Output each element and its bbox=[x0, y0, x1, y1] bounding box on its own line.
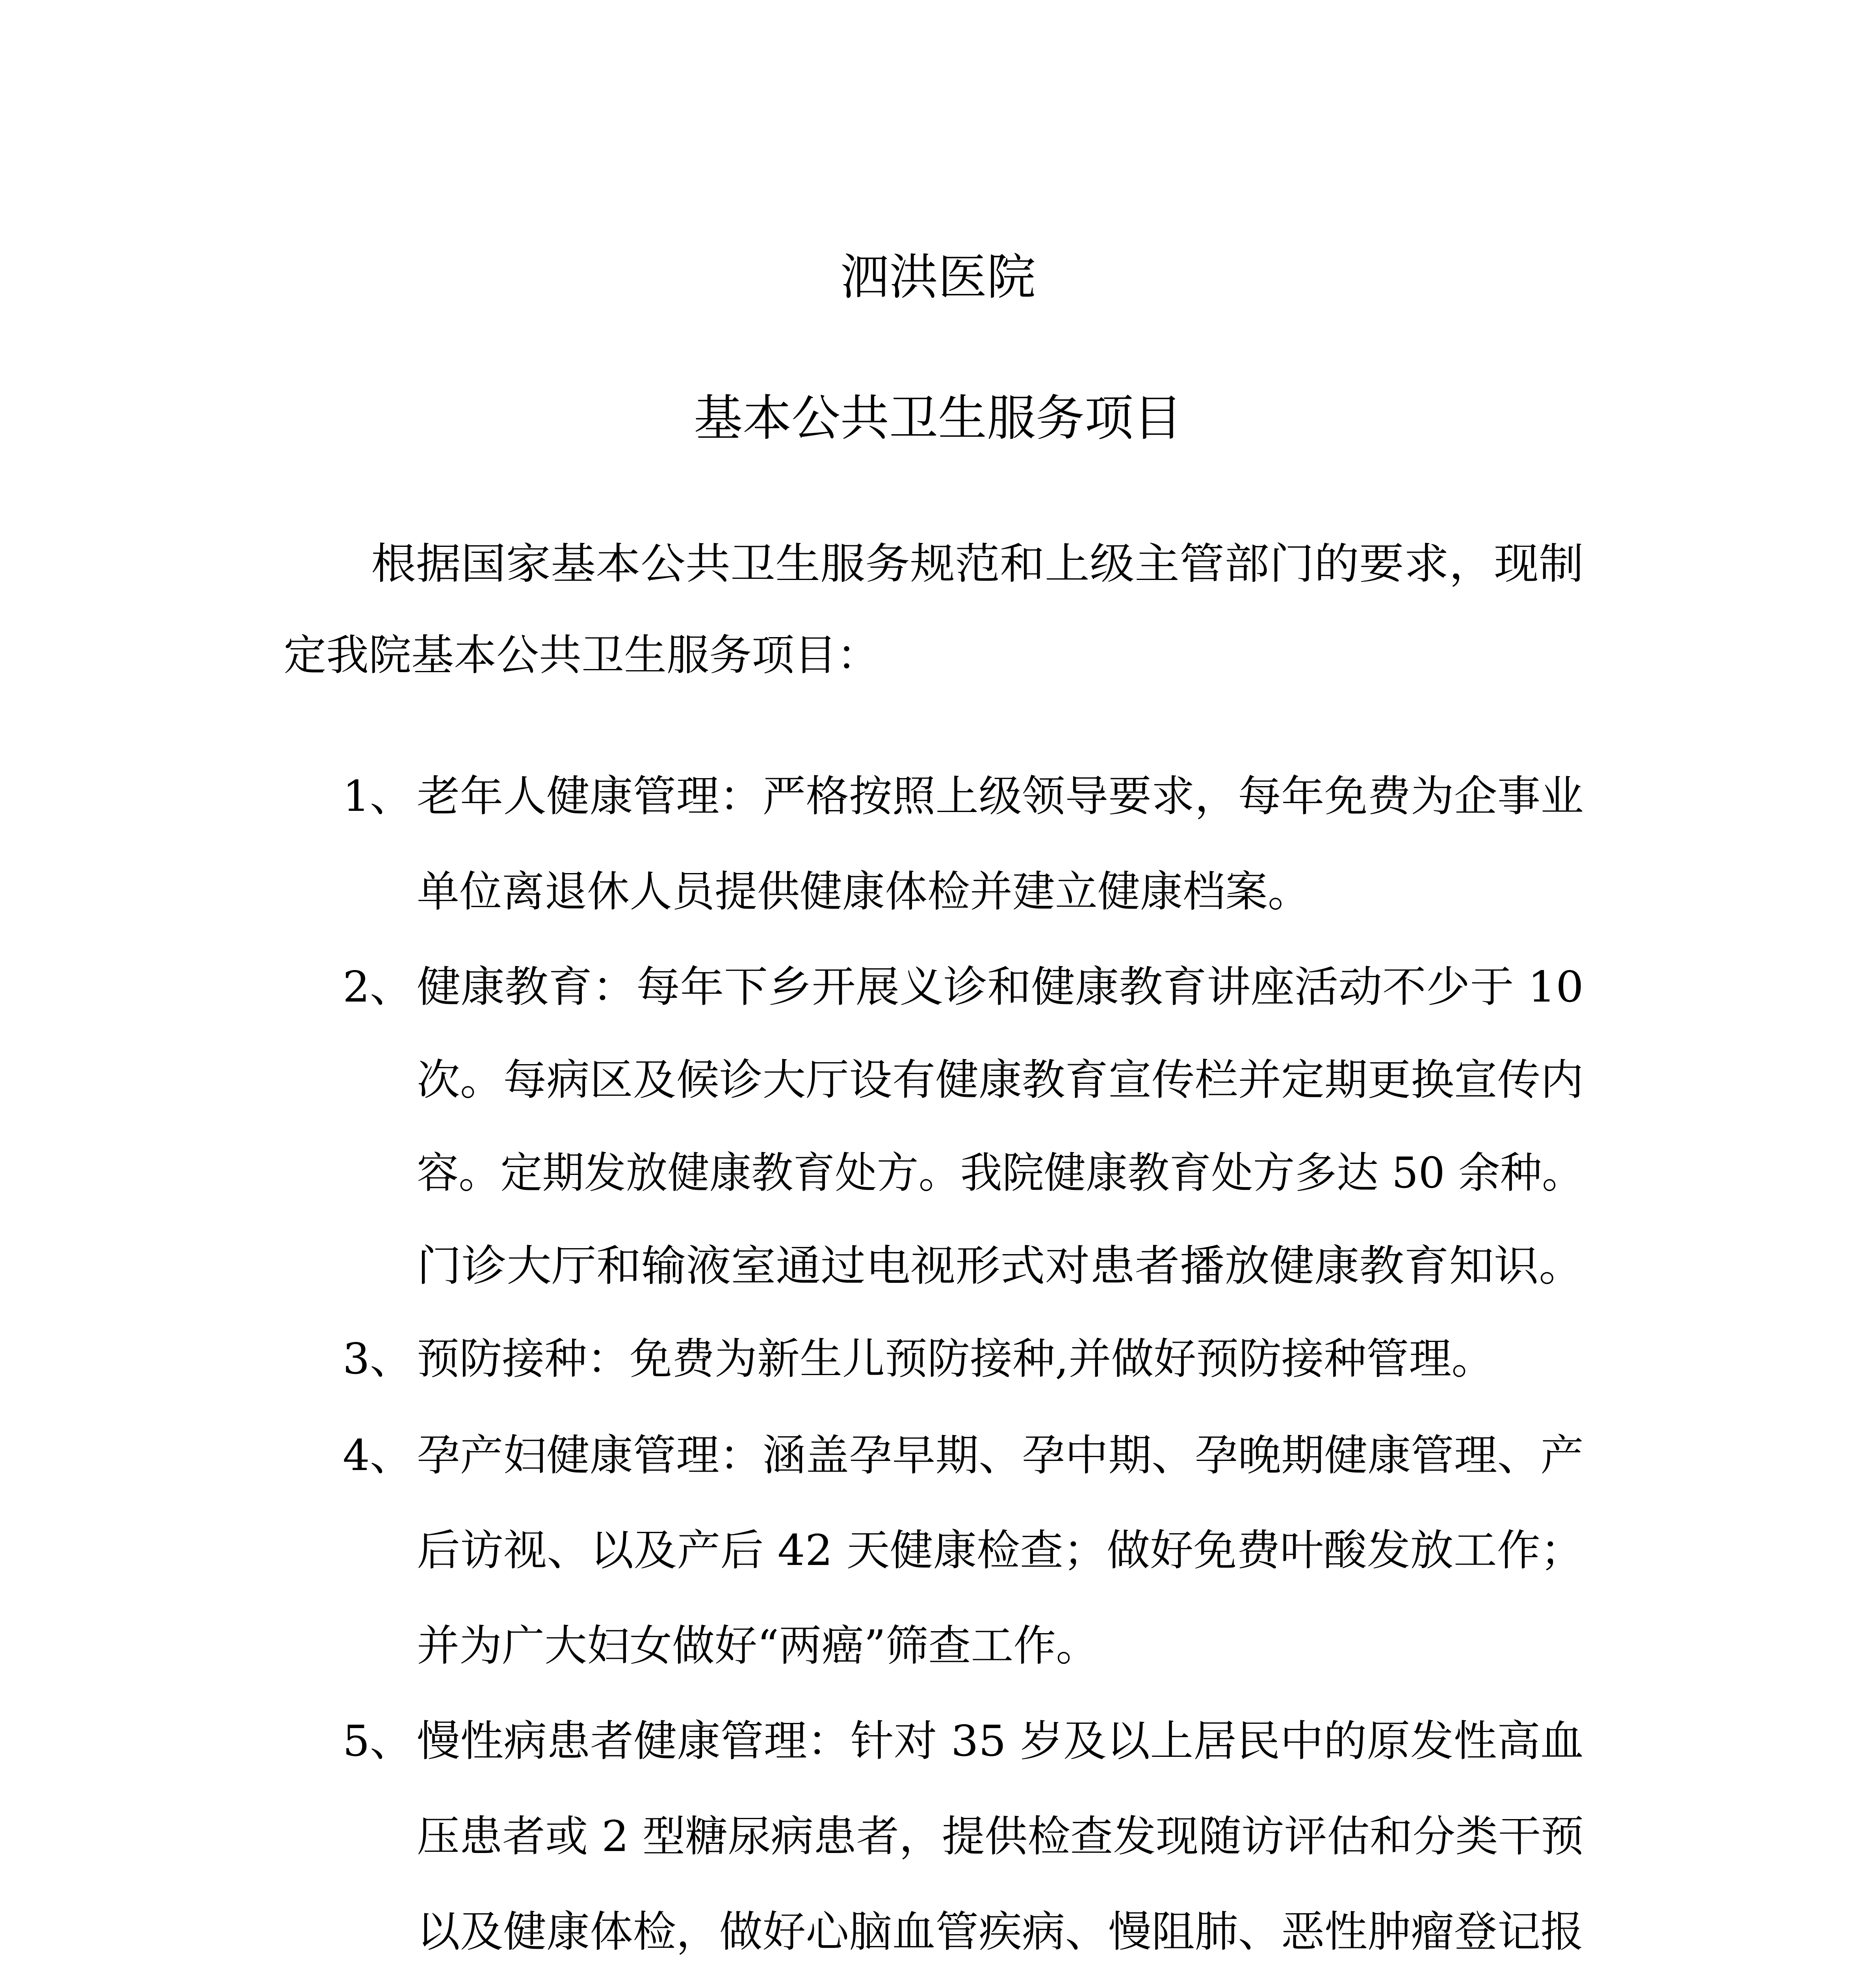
item-2-line-3: 容。定期发放健康教育处方。我院健康教育处方多达 50 余种。 bbox=[417, 1149, 1584, 1198]
item-4-line-3: 并为广大妇女做好“两癌”筛查工作。 bbox=[417, 1621, 1099, 1671]
item-4-line-1: 孕产妇健康管理：涵盖孕早期、孕中期、孕晚期健康管理、产 bbox=[417, 1431, 1584, 1480]
item-2-line-2: 次。每病区及候诊大厅设有健康教育宣传栏并定期更换宣传内 bbox=[417, 1056, 1584, 1105]
item-3-number: 3、 bbox=[343, 1334, 412, 1384]
item-2-number: 2、 bbox=[343, 963, 412, 1012]
item-5-line-3: 以及健康体检，做好心脑血管疾病、慢阻肺、恶性肿瘤登记报 bbox=[417, 1907, 1584, 1957]
item-3-line-1: 预防接种：免费为新生儿预防接种,并做好预防接种管理。 bbox=[417, 1334, 1494, 1384]
item-4-number: 4、 bbox=[343, 1431, 412, 1480]
item-2-line-1: 健康教育：每年下乡开展义诊和健康教育讲座活动不少于 10 bbox=[417, 963, 1584, 1012]
item-1-number: 1、 bbox=[343, 772, 412, 821]
item-5-number: 5、 bbox=[343, 1717, 412, 1766]
item-1-line-2: 单位离退休人员提供健康体检并建立健康档案。 bbox=[417, 867, 1311, 916]
item-2-line-4: 门诊大厅和输液室通过电视形式对患者播放健康教育知识。 bbox=[417, 1241, 1584, 1291]
document-title: 泗洪医院 bbox=[840, 249, 1036, 306]
item-1-line-1: 老年人健康管理：严格按照上级领导要求，每年免费为企事业 bbox=[417, 772, 1584, 821]
document-subtitle: 基本公共卫生服务项目 bbox=[693, 390, 1183, 447]
item-5-line-1: 慢性病患者健康管理：针对 35 岁及以上居民中的原发性高血 bbox=[417, 1717, 1584, 1766]
intro-line-2: 定我院基本公共卫生服务项目： bbox=[284, 631, 880, 680]
item-5-line-2: 压患者或 2 型糖尿病患者，提供检查发现随访评估和分类干预 bbox=[417, 1812, 1584, 1861]
intro-line-1: 根据国家基本公共卫生服务规范和上级主管部门的要求，现制 bbox=[371, 539, 1584, 589]
item-4-line-2: 后访视、以及产后 42 天健康检查；做好免费叶酸发放工作； bbox=[417, 1526, 1584, 1575]
